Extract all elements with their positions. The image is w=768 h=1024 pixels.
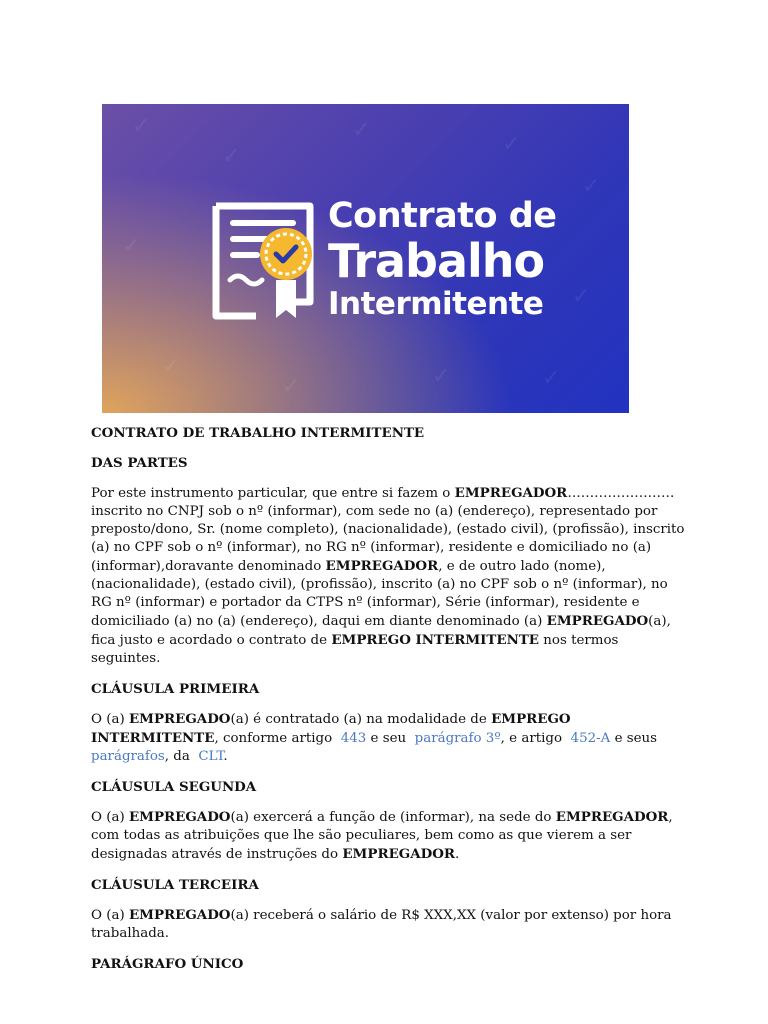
- text-span: , conforme artigo: [214, 731, 333, 746]
- text-span: nos termos seguintes.: [91, 633, 619, 666]
- bold-term: EMPREGADO: [546, 613, 649, 629]
- banner-title-line1: Contrato de: [328, 196, 557, 236]
- certificate-icon: [206, 198, 318, 326]
- bold-term: EMPREGADOR: [325, 558, 439, 574]
- clause1-paragraph: [91, 710, 691, 766]
- single-paragraph-heading: PARÁGRAFO ÚNICO: [91, 956, 244, 972]
- bold-term: EMPREGO INTERMITENTE: [331, 632, 539, 648]
- document-title: CONTRATO DE TRABALHO INTERMITENTE: [91, 425, 425, 441]
- text-span: O (a): [91, 810, 125, 825]
- text-span: , e artigo: [500, 731, 563, 746]
- clause3-heading: CLÁUSULA TERCEIRA: [91, 877, 259, 893]
- text-span: , da: [164, 749, 190, 764]
- bold-term: EMPREGADOR: [454, 485, 568, 501]
- banner-title: [328, 196, 628, 322]
- bold-term: EMPREGADOR: [342, 846, 456, 862]
- text-span: O (a): [91, 712, 125, 727]
- clause2-paragraph: [91, 808, 691, 864]
- parties-heading: DAS PARTES: [91, 455, 188, 471]
- text-span: e seus: [614, 731, 658, 746]
- text-span: (a) é contratado (a) na modalidade de: [230, 712, 487, 727]
- background-check-pattern: ✓ ✓ ✓ ✓ ✓ ✓ ✓ ✓ ✓ ✓ ✓: [122, 114, 601, 399]
- text-span: Por este instrumento particular, que entre si fazem o: [91, 486, 451, 501]
- text-span: O (a): [91, 908, 125, 923]
- link-paragraph-3[interactable]: parágrafo 3º: [414, 731, 501, 746]
- bold-term: EMPREGADO: [128, 907, 231, 923]
- clause1-heading: CLÁUSULA PRIMEIRA: [91, 681, 260, 697]
- bold-term: EMPREGO INTERMITENTE: [91, 711, 571, 746]
- clause2-heading: CLÁUSULA SEGUNDA: [91, 779, 257, 795]
- text-span: (a) exercerá a função de (informar), na sede do: [230, 810, 552, 825]
- contract-banner-image: [102, 104, 629, 413]
- link-paragraphs[interactable]: parágrafos: [91, 749, 165, 764]
- text-span: e seu: [370, 731, 407, 746]
- banner-title-line3: Intermitente: [328, 286, 544, 322]
- text-span: ……………………inscrito no CNPJ sob o nº (informar), com sede no (a) (endereço), representado por preposto/dono, Sr. (nome completo), (nacionalidade), (estado civil), (profissão), inscrito (a) no CPF sob o nº (informar), no RG nº (informar), residente e domiciliado no (a) (informar),doravante denominado: [91, 486, 685, 574]
- text-span: .: [223, 749, 228, 764]
- clause3-paragraph: [91, 906, 691, 943]
- text-span: (a) receberá o salário de R$ XXX,XX (valor por extenso) por hora trabalhada.: [91, 908, 672, 941]
- bold-term: EMPREGADOR: [555, 809, 669, 825]
- parties-paragraph: [91, 484, 691, 668]
- text-span: .: [455, 847, 460, 862]
- text-span: (a), fica justo e acordado o contrato de: [91, 614, 671, 648]
- text-span: , com todas as atribuições que lhe são peculiares, bem como as que vierem a ser designadas através de instruções do: [91, 810, 673, 862]
- bold-term: EMPREGADO: [128, 711, 231, 727]
- link-clt[interactable]: CLT: [198, 749, 224, 764]
- link-article-443[interactable]: 443: [340, 731, 367, 746]
- banner-title-line2: Trabalho: [328, 234, 545, 288]
- link-article-452a[interactable]: 452-A: [570, 731, 611, 746]
- bold-term: EMPREGADO: [128, 809, 231, 825]
- text-span: , e de outro lado (nome), (nacionalidade), (estado civil), (profissão), inscrito (a) no CPF sob o nº (informar), no RG nº (informar) e portador da CTPS nº (informar), Série (informar), residente e domiciliado (a) no (a) (endereço), daqui em diante denominado (a): [91, 559, 668, 629]
- document-body: [91, 424, 691, 973]
